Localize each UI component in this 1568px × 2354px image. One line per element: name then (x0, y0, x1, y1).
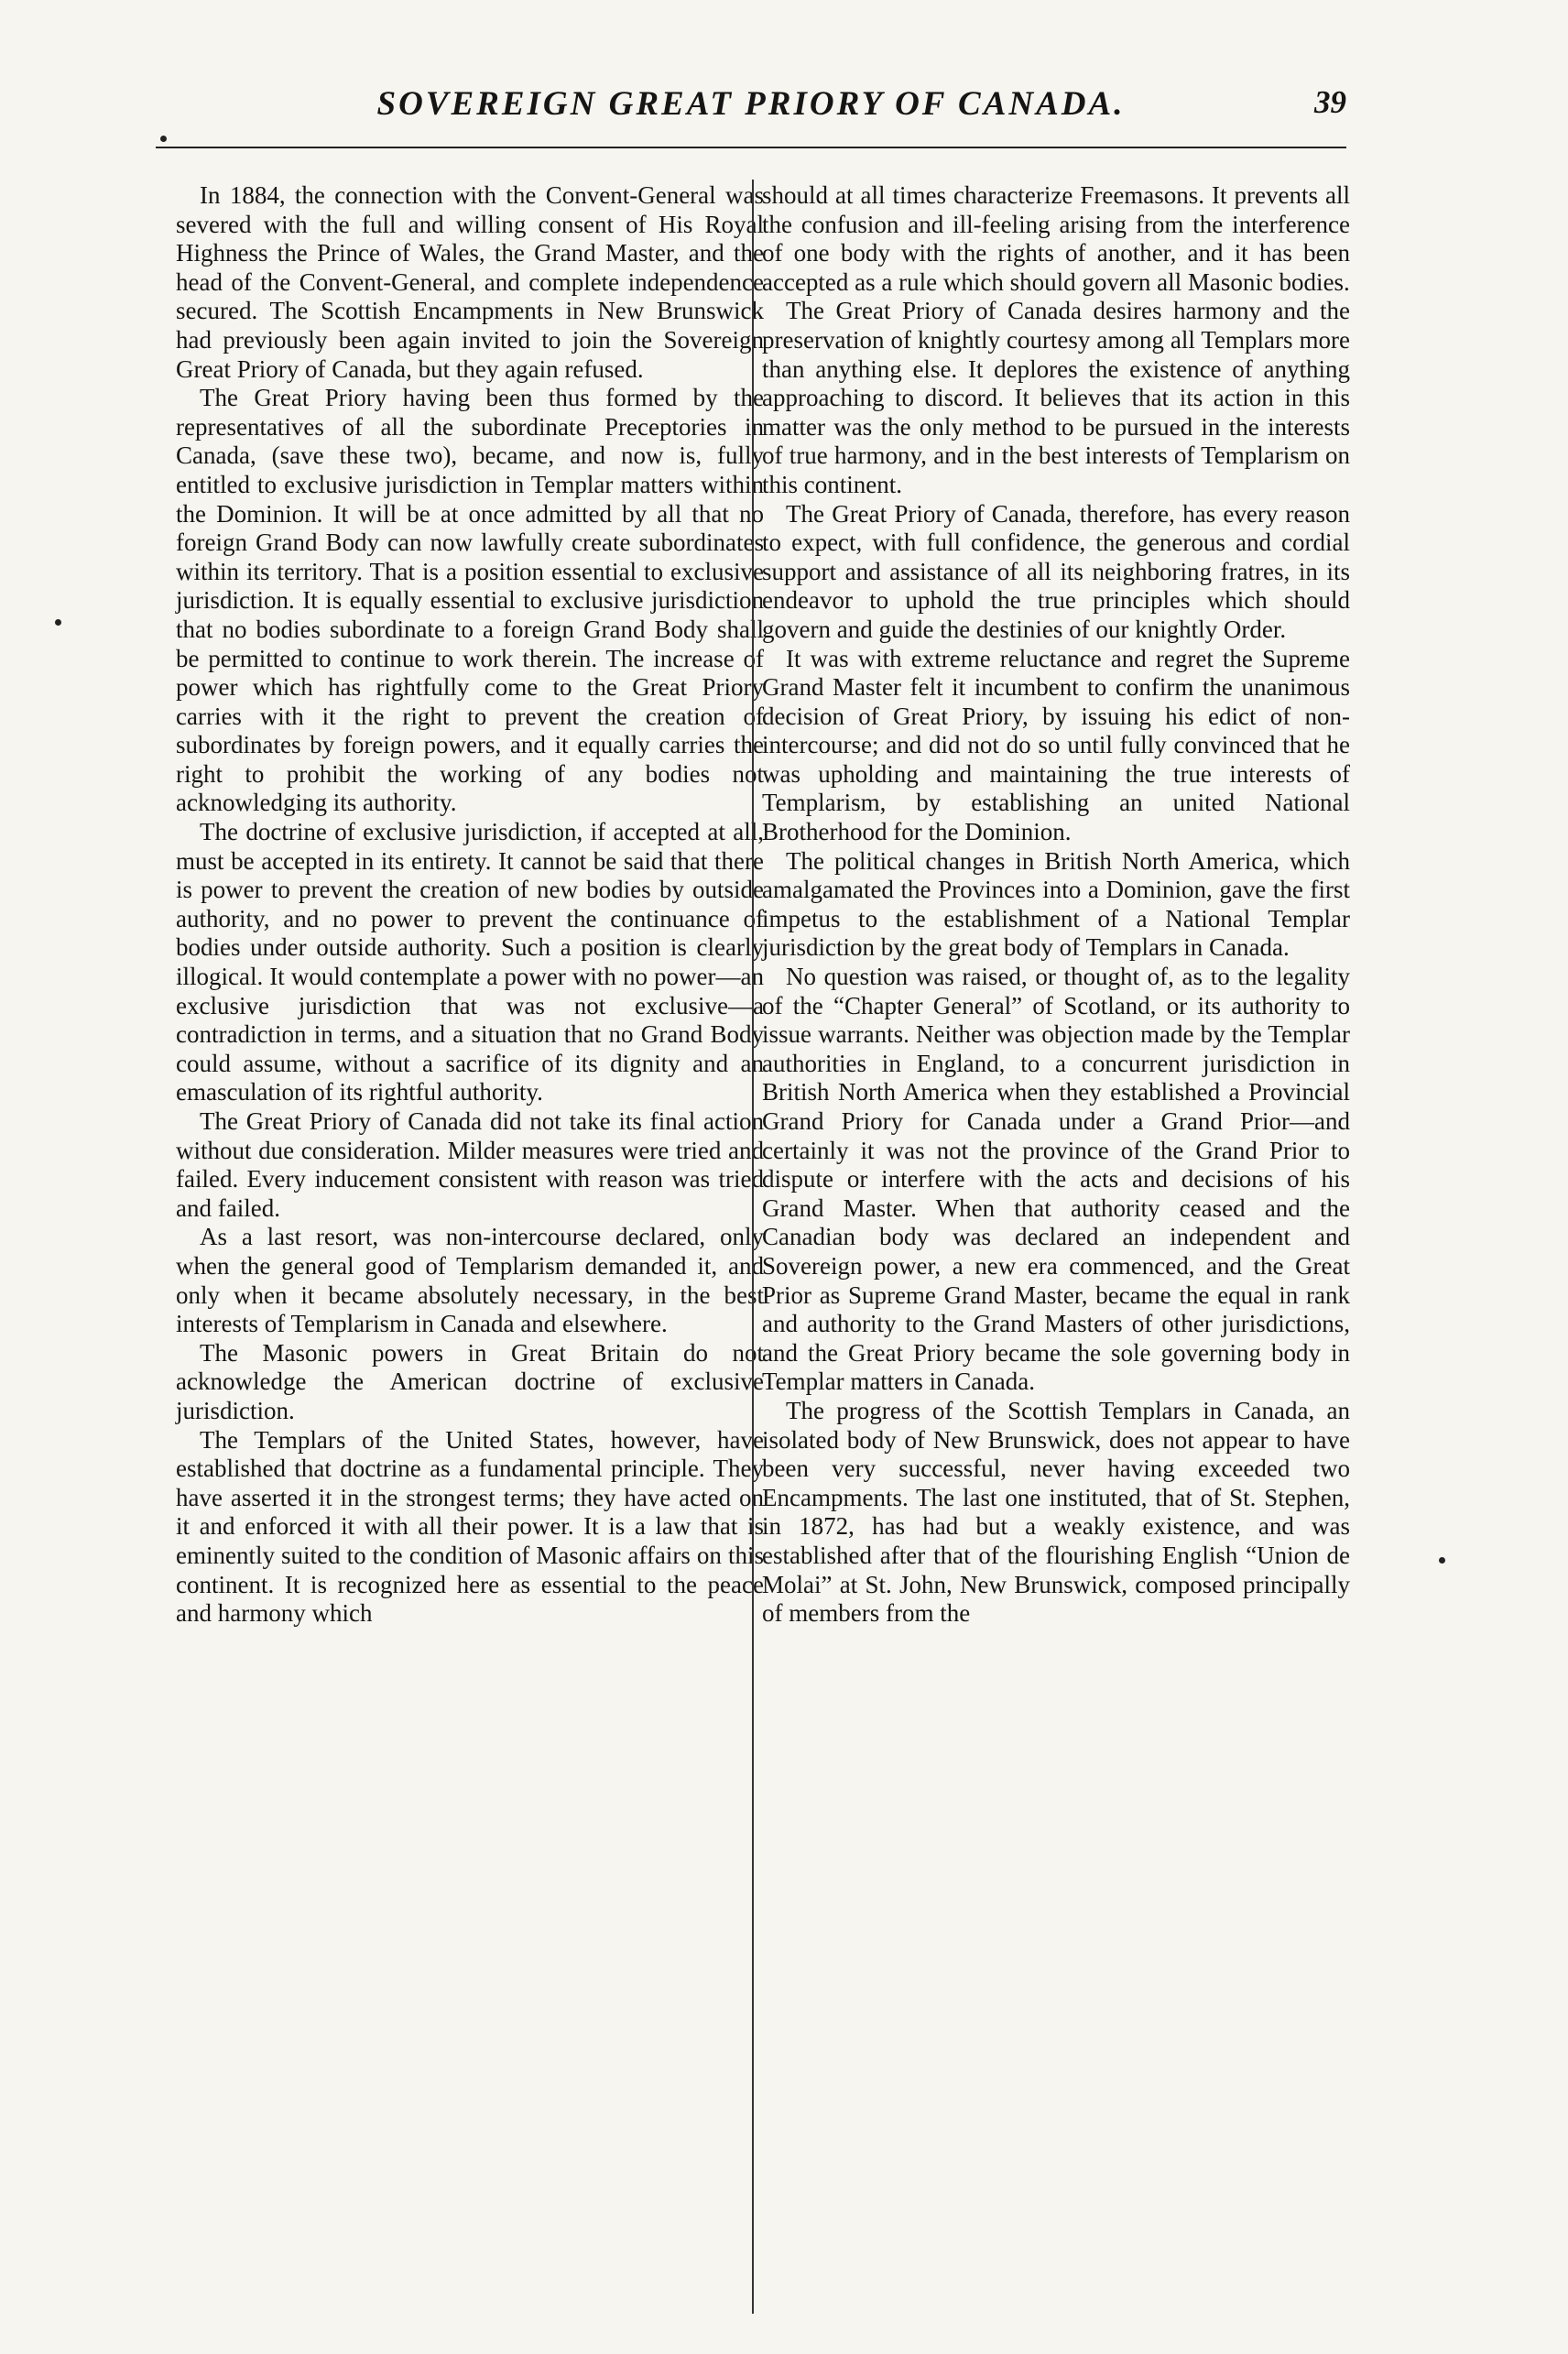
right-column (762, 181, 1350, 1629)
running-header (156, 84, 1346, 148)
paragraph: No question was raised, or thought of, as to the legality of the “Chapter General” of Scotland, or its authority to issue warrants. Neither was objection made by the Templar authorities in England, to a concurrent jurisdiction in British North America when they established a Provincial Grand Priory for Canada under a Grand Prior—and certainly it was not the province of the Grand Prior to dispute or interfere with the acts and decisions of his Grand Master. When that authority ceased and the Canadian body was declared an independent and Sovereign power, a new era commenced, and the Great Prior as Supreme Grand Master, became the equal in rank and authority to the Grand Masters of other jurisdictions, and the Great Priory became the sole governing body in Templar matters in Canada. (762, 963, 1350, 1396)
paragraph: The Masonic powers in Great Britain do not acknowledge the American doctrine of exclusive jurisdiction. (176, 1338, 764, 1424)
margin-mark (1439, 1557, 1445, 1564)
paragraph: As a last resort, was non-intercourse declared, only when the general good of Templarism demanded it, and only when it became absolutely necessary, in the best interests of Templarism in Canada and elsewhere. (176, 1223, 764, 1338)
paragraph: The Templars of the United States, however, have established that doctrine as a fundamental principle. They have asserted it in the strongest terms; they have acted on it and enforced it with all their power. It is a law that is eminently suited to the condition of Masonic affairs on this continent. It is recognized here as essential to the peace and harmony which (176, 1425, 764, 1628)
page-title: SOVEREIGN GREAT PRIORY OF CANADA. (376, 85, 1126, 123)
paragraph: The doctrine of exclusive jurisdiction, if accepted at all, must be accepted in its entirety. It cannot be said that there is power to prevent the creation of new bodies by outside authority, and no power to prevent the continuance of bodies under outside authority. Such a position is clearly illogical. It would contemplate a power with no power—an exclusive jurisdiction that was not exclusive—a contradiction in terms, and a situation that no Grand Body could assume, without a sacrifice of its dignity and an emasculation of its rightful authority. (176, 818, 764, 1106)
paragraph: The Great Priory having been thus formed by the representatives of all the subordinate Preceptories in Canada, (save these two), became, and now is, fully entitled to exclusive jurisdiction in Templar matters within the Dominion. It will be at once admitted by all that no foreign Grand Body can now lawfully create subordinates within its territory. That is a position essential to exclusive jurisdiction. It is equally essential to exclusive jurisdiction that no bodies subordinate to a foreign Grand Body shall be permitted to continue to work therein. The increase of power which has rightfully come to the Great Priory carries with it the right to prevent the creation of subordinates by foreign powers, and it equally carries the right to prohibit the working of any bodies not acknowledging its authority. (176, 384, 764, 817)
left-column (176, 181, 764, 1629)
paragraph: The Great Priory of Canada, therefore, has every reason to expect, with full confidence, the generous and cordial support and assistance of all its neighboring fratres, in its endeavor to uphold the true principles which should govern and guide the destinies of our knightly Order. (762, 499, 1350, 643)
paragraph: The political changes in British North America, which amalgamated the Provinces into a Dominion, gave the first impetus to the establishment of a National Templar jurisdiction by the great body of Templars in Canada. (762, 846, 1350, 962)
paragraph: The Great Priory of Canada desires harmony and the preservation of knightly courtesy among all Templars more than anything else. It deplores the existence of anything approaching to discord. It believes that its action in this matter was the only method to be pursued in the interests of true harmony, and in the best interests of Templarism on this continent. (762, 297, 1350, 498)
page-number: 39 (1314, 84, 1346, 120)
paragraph: The progress of the Scottish Templars in Canada, an isolated body of New Brunswick, does not appear to have been very successful, never having exceeded two Encampments. The last one instituted, that of St. Stephen, in 1872, has had but a weakly existence, and was established after that of the flourishing English “Union de Molai” at St. John, New Brunswick, composed principally of members from the (762, 1396, 1350, 1628)
paragraph: The Great Priory of Canada did not take its final action without due consideration. Milder measures were tried and failed. Every inducement consistent with reason was tried and failed. (176, 1107, 764, 1222)
margin-mark (55, 619, 61, 626)
column-divider (752, 180, 754, 2314)
paragraph: It was with extreme reluctance and regret the Supreme Grand Master felt it incumbent to confirm the unanimous decision of Great Priory, by issuing his edict of non-intercourse; and did not do so until fully convinced that he was upholding and maintaining the true interests of Templarism, by establishing an united National Brotherhood for the Dominion. (762, 644, 1350, 846)
header-rule (156, 147, 1346, 148)
paragraph: In 1884, the connection with the Convent-General was severed with the full and willing consent of His Royal Highness the Prince of Wales, the Grand Master, and the head of the Convent-General, and complete independence secured. The Scottish Encampments in New Brunswick had previously been again invited to join the Sovereign Great Priory of Canada, but they again refused. (176, 181, 764, 383)
paragraph: should at all times characterize Freemasons. It prevents all the confusion and ill-feeling arising from the interference of one body with the rights of another, and it has been accepted as a rule which should govern all Masonic bodies. (762, 181, 1350, 296)
margin-mark (160, 136, 167, 142)
